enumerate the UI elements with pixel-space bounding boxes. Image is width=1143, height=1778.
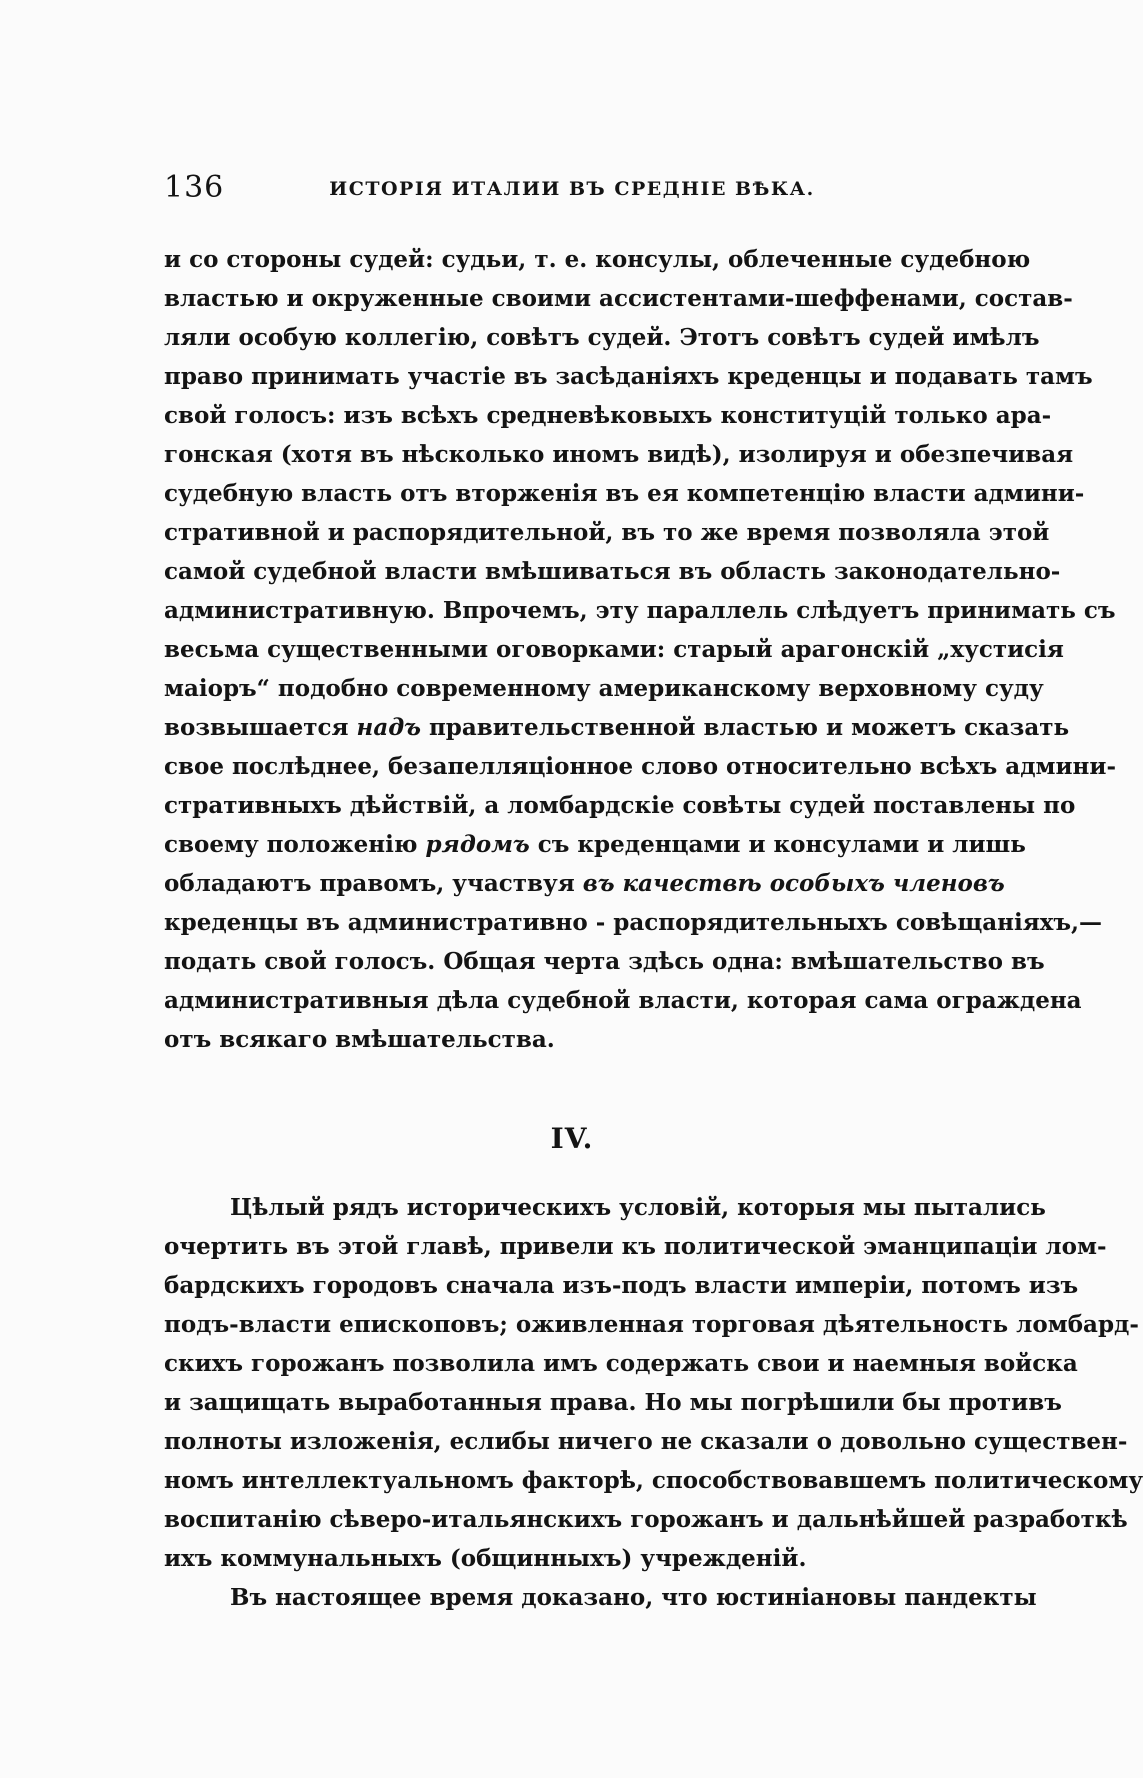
text-line: очертить въ этой главѣ, привели къ политической эманципаціи лом- bbox=[164, 1233, 1107, 1260]
text-line: административныя дѣла судебной власти, которая сама ограждена bbox=[164, 987, 1082, 1014]
text-line: и защищать выработанныя права. Но мы погрѣшили бы противъ bbox=[164, 1389, 1062, 1416]
italic-emphasis: рядомъ bbox=[425, 831, 530, 858]
page-header bbox=[164, 170, 980, 210]
text-segment: съ креденцами и консулами и лишь bbox=[529, 831, 1026, 858]
italic-emphasis: надъ bbox=[356, 714, 421, 741]
italic-emphasis: въ качествѣ особыхъ членовъ bbox=[582, 870, 1005, 897]
text-line: властью и окруженные своими ассистентами-шеффенами, состав- bbox=[164, 285, 1073, 312]
text-line: Цѣлый рядъ историческихъ условій, которыя мы пытались bbox=[230, 1194, 1046, 1221]
page-number: 136 bbox=[164, 170, 225, 205]
text-line: стративныхъ дѣйствій, а ломбардскіе совѣты судей поставлены по bbox=[164, 792, 1076, 819]
text-segment: возвышается bbox=[164, 714, 357, 741]
text-line: судебную власть отъ вторженія въ ея компетенцію власти админи- bbox=[164, 480, 1085, 507]
text-line: и со стороны судей: судьи, т. е. консулы, облеченные судебною bbox=[164, 246, 1031, 273]
text-line: самой судебной власти вмѣшиваться въ область законодательно- bbox=[164, 558, 1061, 585]
text-line: административную. Впрочемъ, эту параллель слѣдуетъ принимать съ bbox=[164, 597, 1116, 624]
text-line: бардскихъ городовъ сначала изъ-подъ власти имперіи, потомъ изъ bbox=[164, 1272, 1079, 1299]
text-line-with-italic bbox=[164, 864, 1005, 903]
text-line: скихъ горожанъ позволила имъ содержать свои и наемныя войска bbox=[164, 1350, 1078, 1377]
text-line: свой голосъ: изъ всѣхъ средневѣковыхъ конституцій только ара- bbox=[164, 402, 1052, 429]
text-line: Въ настоящее время доказано, что юстиніановы пандекты bbox=[230, 1584, 1037, 1611]
text-line: гонская (хотя въ нѣсколько иномъ видѣ), изолируя и обезпечивая bbox=[164, 441, 1074, 468]
text-line-with-italic bbox=[164, 825, 1026, 864]
text-line: воспитанію сѣверо-итальянскихъ горожанъ и дальнѣйшей разработкѣ bbox=[164, 1506, 1128, 1533]
paragraph-2 bbox=[164, 1188, 1143, 1617]
text-segment: обладаютъ правомъ, участвуя bbox=[164, 870, 583, 897]
text-line: свое послѣднее, безапелляціонное слово относительно всѣхъ админи- bbox=[164, 753, 1116, 780]
text-line: весьма существенными оговорками: старый арагонскій „хустисія bbox=[164, 636, 1064, 663]
running-title: ИСТОРІЯ ИТАЛИИ ВЪ СРЕДНІЕ ВѢКА. bbox=[329, 178, 815, 200]
text-line: номъ интеллектуальномъ факторѣ, способствовавшемъ политическому bbox=[164, 1467, 1143, 1494]
text-line: маіоръ“ подобно современному американскому верховному суду bbox=[164, 675, 1044, 702]
text-line: подать свой голосъ. Общая черта здѣсь одна: вмѣшательство въ bbox=[164, 948, 1045, 975]
text-line: подъ-власти епископовъ; оживленная торговая дѣятельность ломбард- bbox=[164, 1311, 1139, 1338]
text-line: право принимать участіе въ засѣданіяхъ креденцы и подавать тамъ bbox=[164, 363, 1093, 390]
text-line: стративной и распорядительной, въ то же время позволяла этой bbox=[164, 519, 1050, 546]
text-line: креденцы въ административно - распорядительныхъ совѣщаніяхъ,— bbox=[164, 909, 1103, 936]
text-segment: правительственной властью и можетъ сказать bbox=[420, 714, 1070, 741]
text-line: полноты изложенія, еслибы ничего не сказали о довольно существен- bbox=[164, 1428, 1128, 1455]
text-segment: своему положенію bbox=[164, 831, 426, 858]
text-line: ихъ коммунальныхъ (общинныхъ) учрежденій. bbox=[164, 1545, 807, 1572]
text-line: отъ всякаго вмѣшательства. bbox=[164, 1026, 555, 1053]
section-heading: IV. bbox=[550, 1122, 594, 1155]
paragraph-1 bbox=[164, 240, 1116, 1059]
text-line: ляли особую коллегію, совѣтъ судей. Этотъ совѣтъ судей имѣлъ bbox=[164, 324, 1040, 351]
text-line-with-italic bbox=[164, 708, 1070, 747]
